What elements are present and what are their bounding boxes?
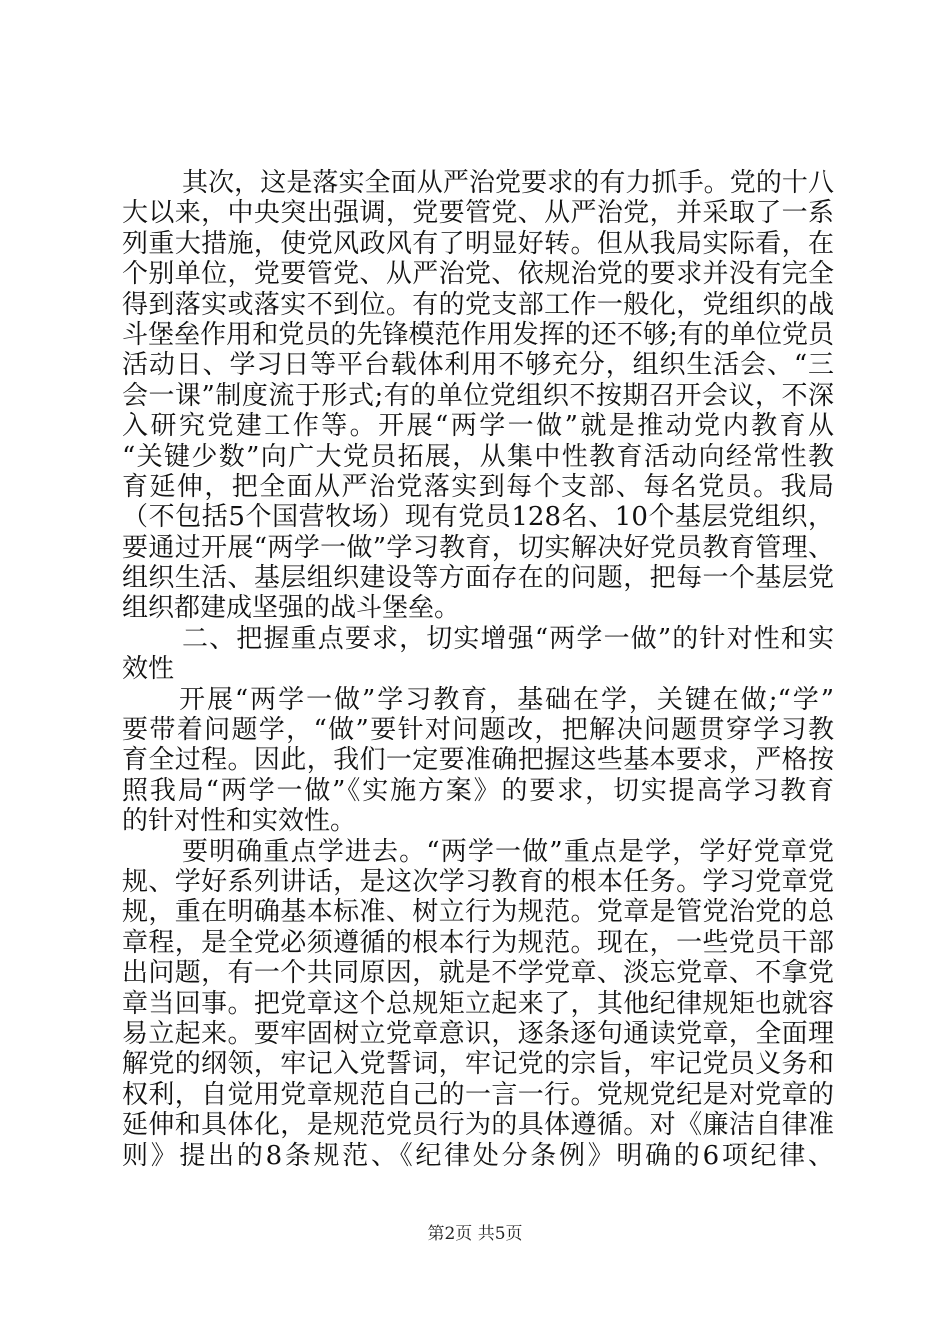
text-line: 斗堡垒作用和党员的先锋模范作用发挥的还不够;有的单位党员 <box>122 319 834 350</box>
text-line: 入研究党建工作等。开展“两学一做”就是推动党内教育从 <box>122 411 834 442</box>
text-line: 延伸和具体化，是规范党员行为的具体遵循。对《廉洁自律准 <box>122 1110 834 1141</box>
text-line: 活动日、学习日等平台载体利用不够充分，组织生活会、“三 <box>122 350 834 381</box>
text-line: 育延伸，把全面从严治党落实到每个支部、每名党员。我局 <box>122 471 834 502</box>
text-line: 要带着问题学，“做”要针对问题改，把解决问题贯穿学习教 <box>122 715 834 746</box>
page-footer: 第2页 共5页 <box>427 1224 523 1244</box>
section-heading-cont: 效性 <box>122 654 175 685</box>
text-line: 得到落实或落实不到位。有的党支部工作一般化，党组织的战 <box>122 289 834 320</box>
text-line: 权利，自觉用党章规范自己的一言一行。党规党纪是对党章的 <box>122 1079 834 1110</box>
text-line: 大以来，中央突出强调，党要管党、从严治党，并采取了一系 <box>122 198 834 229</box>
text-line: 开展“两学一做”学习教育，基础在学，关键在做;“学” <box>179 684 834 715</box>
section-heading: 二、把握重点要求，切实增强“两学一做”的针对性和实 <box>182 623 834 654</box>
text-line: 出问题，有一个共同原因，就是不学党章、淡忘党章、不拿党 <box>122 958 834 989</box>
text-line: 个别单位，党要管党、从严治党、依规治党的要求并没有完全 <box>122 259 834 290</box>
text-line: 规、学好系列讲话，是这次学习教育的根本任务。学习党章党 <box>122 866 834 897</box>
text-line: 要明确重点学进去。“两学一做”重点是学，学好党章党 <box>182 836 834 867</box>
text-line: 照我局“两学一做”《实施方案》的要求，切实提高学习教育 <box>122 775 834 806</box>
body-text <box>122 168 834 1171</box>
text-line: 列重大措施，使党风政风有了明显好转。但从我局实际看，在 <box>122 228 834 259</box>
text-line: 组织生活、基层组织建设等方面存在的问题，把每一个基层党 <box>122 563 834 594</box>
text-line: 章当回事。把党章这个总规矩立起来了，其他纪律规矩也就容 <box>122 988 834 1019</box>
text-line: 解党的纲领，牢记入党誓词，牢记党的宗旨，牢记党员义务和 <box>122 1049 834 1080</box>
text-line: 其次，这是落实全面从严治党要求的有力抓手。党的十八 <box>182 168 834 198</box>
text-line: （不包括5个国营牧场）现有党员128名、10个基层党组织， <box>122 502 834 533</box>
text-line: 会一课”制度流于形式;有的单位党组织不按期召开会议，不深 <box>122 380 834 411</box>
text-line: 易立起来。要牢固树立党章意识，逐条逐句通读党章，全面理 <box>122 1018 834 1049</box>
text-line: 章程，是全党必须遵循的根本行为规范。现在，一些党员干部 <box>122 927 834 958</box>
text-line: 要通过开展“两学一做”学习教育，切实解决好党员教育管理、 <box>122 532 834 563</box>
text-line: 的针对性和实效性。 <box>122 806 357 837</box>
text-line: “关键少数”向广大党员拓展，从集中性教育活动向经常性教 <box>122 441 834 472</box>
text-line: 则》提出的8条规范、《纪律处分条例》明确的6项纪律、 <box>122 1140 834 1171</box>
text-line: 组织都建成坚强的战斗堡垒。 <box>122 593 461 624</box>
text-line: 规，重在明确基本标准、树立行为规范。党章是管党治党的总 <box>122 897 834 928</box>
text-line: 育全过程。因此，我们一定要准确把握这些基本要求，严格按 <box>122 745 834 776</box>
